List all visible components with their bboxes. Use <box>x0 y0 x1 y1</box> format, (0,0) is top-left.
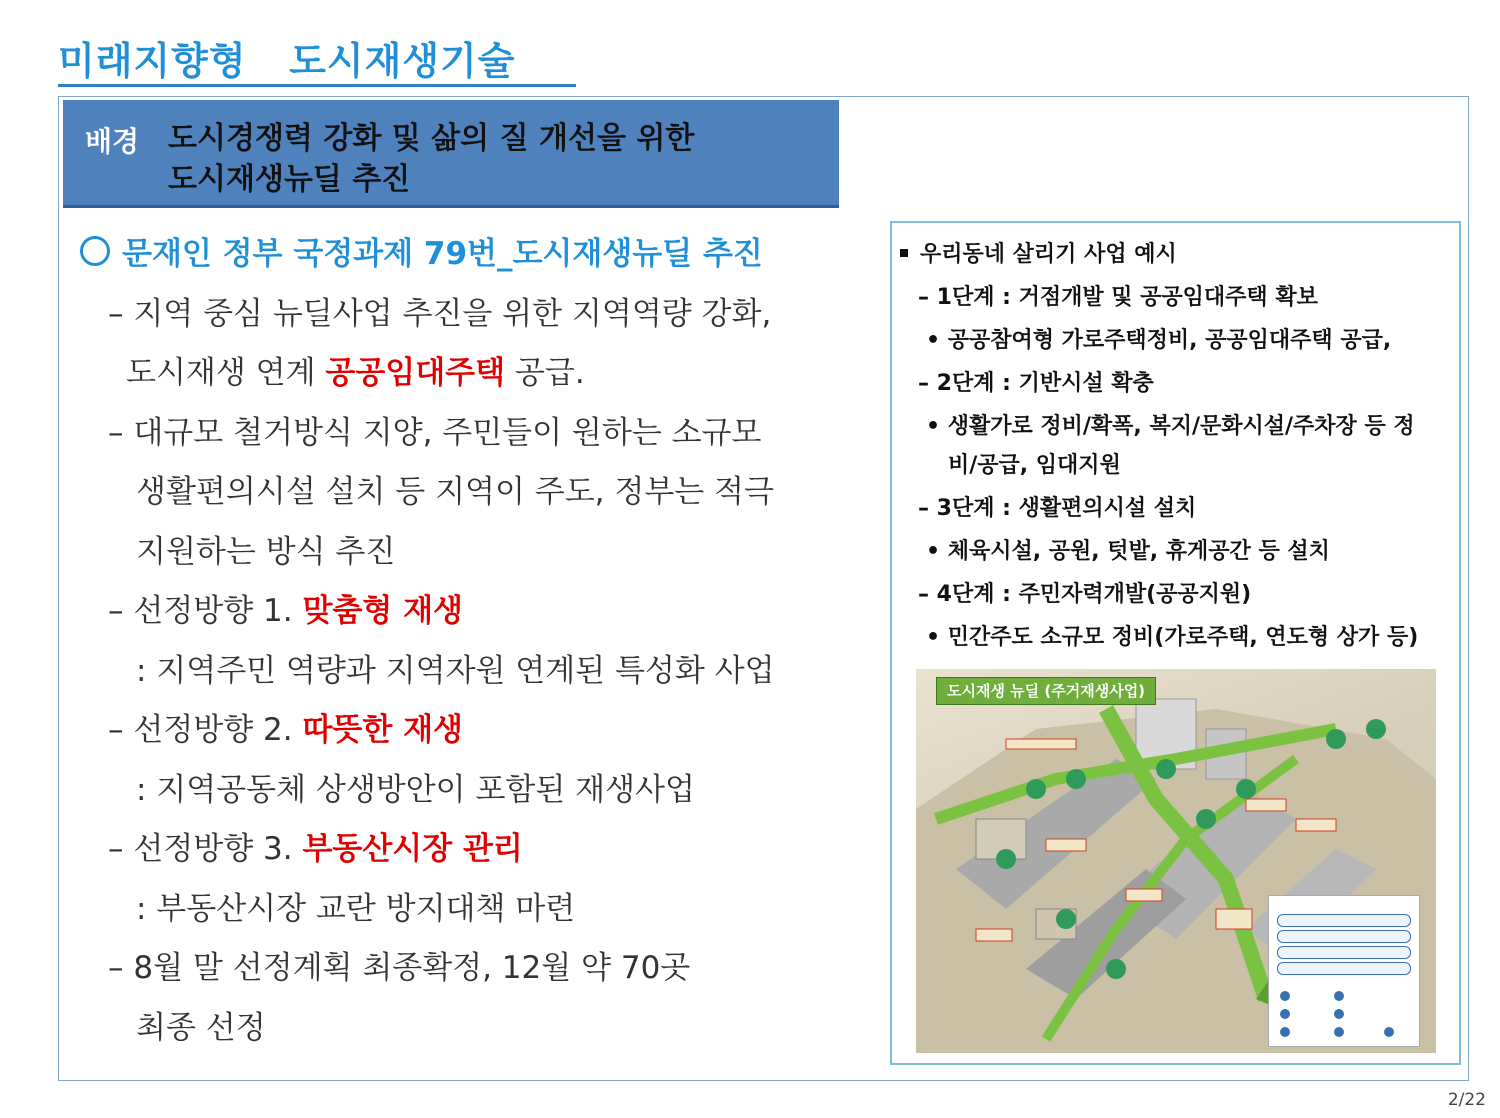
highlight-text: 부동산시장 관리 <box>302 831 523 867</box>
legend-row <box>1277 946 1411 959</box>
legend-row <box>1277 914 1411 927</box>
list-item: : 부동산시장 교란 방지대책 마련 <box>136 890 576 927</box>
urban-regeneration-illustration <box>916 669 1436 1053</box>
list-item: – 대규모 철거방식 지양, 주민들이 원하는 소규모 <box>108 414 762 451</box>
banner-text <box>168 118 694 200</box>
legend-icons <box>1269 984 1419 1044</box>
stage-detail: • 생활가로 정비/확폭, 복지/문화시설/주차장 등 정 <box>926 414 1415 439</box>
example-box <box>890 221 1461 1065</box>
highlight-text: 공공임대주택 <box>325 355 506 391</box>
example-heading <box>892 233 1452 276</box>
stage-detail: • 민간주도 소규모 정비(가로주택, 연도형 상가 등) <box>926 625 1419 650</box>
example-heading-text: 우리동네 살리기 사업 예시 <box>920 242 1177 267</box>
list-item: : 지역주민 역량과 지역자원 연계된 특성화 사업 <box>136 652 775 689</box>
list-item: : 지역공동체 상생방안이 포함된 재생사업 <box>136 771 695 808</box>
circle-bullet-icon <box>80 236 110 266</box>
legend-row <box>1277 930 1411 943</box>
highlight-text: 따뜻한 재생 <box>302 712 463 748</box>
banner-line-1: 도시경쟁력 강화 및 삶의 질 개선을 위한 <box>168 121 695 156</box>
background-banner <box>63 100 839 208</box>
legend-row <box>1277 962 1411 975</box>
banner-line-2: 도시재생뉴딜 추진 <box>168 162 411 197</box>
list-item-text: – 선정방향 3. <box>108 831 303 867</box>
illustration-legend <box>1268 895 1420 1047</box>
main-heading-text: 문재인 정부 국정과제 79번_도시재생뉴딜 추진 <box>122 236 763 272</box>
stage-item: – 4단계 : 주민자력개발(공공지원) <box>918 582 1252 607</box>
page-number: 2/22 <box>1447 1090 1486 1110</box>
list-item-text: 공급. <box>505 355 585 391</box>
list-item <box>80 582 870 642</box>
stage-detail: 비/공급, 임대지원 <box>948 453 1121 478</box>
main-heading <box>80 225 870 285</box>
title-underline <box>58 84 576 87</box>
list-item: – 지역 중심 뉴딜사업 추진을 위한 지역역량 강화, <box>108 295 772 332</box>
stage-detail: • 체육시설, 공원, 텃밭, 휴게공간 등 설치 <box>926 539 1330 564</box>
page-title: 미래지향형 도시재생기술 <box>58 39 516 83</box>
list-item <box>80 701 870 761</box>
list-item: – 8월 말 선정계획 최종확정, 12월 약 70곳 <box>108 950 691 986</box>
list-item <box>80 820 870 880</box>
example-list <box>892 233 1452 659</box>
square-bullet-icon <box>900 249 908 257</box>
list-item: 지원하는 방식 추진 <box>136 533 396 570</box>
stage-item: – 1단계 : 거점개발 및 공공임대주택 확보 <box>918 285 1318 310</box>
stage-detail: • 공공참여형 가로주택정비, 공공임대주택 공급, <box>926 328 1392 353</box>
banner-tag: 배경 <box>85 125 140 158</box>
stage-item: – 3단계 : 생활편의시설 설치 <box>918 496 1197 521</box>
illustration-title: 도시재생 뉴딜 (주거재생사업) <box>936 677 1156 705</box>
stage-item: – 2단계 : 기반시설 확충 <box>918 371 1154 396</box>
list-item-text: 도시재생 연계 <box>126 355 326 391</box>
highlight-text: 맞춤형 재생 <box>302 593 463 629</box>
list-item: 생활편의시설 설치 등 지역이 주도, 정부는 적극 <box>136 474 774 510</box>
list-item-text: – 선정방향 1. <box>108 593 303 629</box>
list-item: 최종 선정 <box>136 1009 266 1046</box>
list-item <box>80 344 870 404</box>
list-item-text: – 선정방향 2. <box>108 712 303 748</box>
main-bullet-list <box>80 225 870 1058</box>
